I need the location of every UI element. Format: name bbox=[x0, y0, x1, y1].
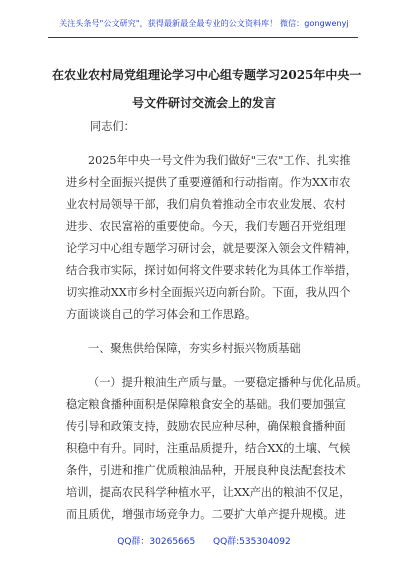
paragraph-line: 条件，引进和推广优质粮油品种，开展良种良法配套技术 bbox=[66, 464, 346, 477]
footer-qq-group-2: QQ群:535304092 bbox=[212, 537, 291, 547]
footer-qq-group-1: QQ群：30265665 bbox=[117, 537, 196, 547]
paragraph-line: 积稳中有升。同时，注重品质提升，结合XX的土壤、气候 bbox=[66, 442, 351, 455]
paragraph-line: 2025年中央一号文件为我们做好"三农"工作、扎实推 bbox=[88, 154, 351, 167]
paragraph-line: 进步、农民富裕的重要使命。今天，我们专题召开党组理 bbox=[66, 220, 346, 233]
paragraph-line: 方面谈谈自己的学习体会和工作思路。 bbox=[66, 308, 257, 321]
paragraph-line: 稳定粮食播种面积是保障粮食安全的基础。我们要加强宣 bbox=[66, 398, 346, 411]
paragraph-line: 而且质优，增强市场竞争力。二要扩大单产提升规模。进 bbox=[66, 508, 346, 521]
header-note: 关注头条号"公文研究"，获得最新最全最专业的公文资料库！ 微信：gongwenyj bbox=[59, 19, 349, 28]
title-line-2: 号文件研讨交流会上的发言 bbox=[131, 96, 276, 110]
paragraph-line: 培训，提高农民科学种植水平，让XX产出的粮油不仅足， bbox=[66, 486, 351, 499]
paragraph-line: 传引导和政策支持，鼓励农民应种尽种，确保粮食播种面 bbox=[66, 420, 346, 433]
title-line-1: 在农业农村局党组理论学习中心组专题学习2025年中央一 bbox=[52, 68, 362, 82]
header-divider bbox=[48, 37, 358, 38]
paragraph-line: 结合我市实际，探讨如何将文件要求转化为具体工作举措， bbox=[66, 264, 357, 277]
paragraph-line: 切实推动XX市乡村全面振兴迈向新台阶。下面，我从四个 bbox=[66, 286, 351, 299]
paragraph-line: 进乡村全面振兴提供了重要遵循和行动指南。作为XX市农 bbox=[66, 176, 351, 189]
footer-qq-groups bbox=[0, 534, 408, 547]
document-title bbox=[52, 61, 362, 117]
paragraph-line: 业农村局领导干部，我们肩负着推动全市农业发展、农村 bbox=[66, 198, 346, 211]
paragraph-line: 论学习中心组专题学习研讨会，就是要深入领会文件精神， bbox=[66, 242, 357, 255]
salutation: 同志们： bbox=[90, 120, 135, 133]
subsection-heading: （一）提升粮油生产质与量。一要稳定播种与优化品质。 bbox=[88, 376, 368, 389]
section-heading: 一、聚焦供给保障，夯实乡村振兴物质基础 bbox=[88, 342, 301, 355]
